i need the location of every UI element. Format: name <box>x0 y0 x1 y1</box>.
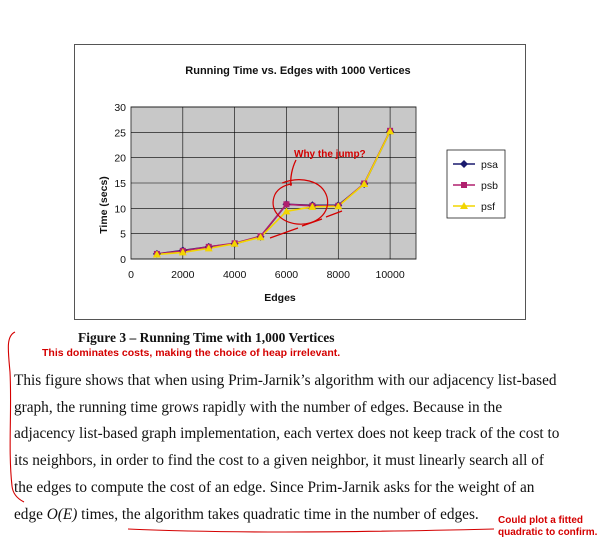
body-paragraph <box>14 368 574 528</box>
math-o-e: O(E) <box>46 505 78 523</box>
y-tick-label: 5 <box>120 228 126 241</box>
x-tick-label: 0 <box>128 269 134 281</box>
annotation-line: quadratic to confirm. <box>498 527 598 538</box>
legend-label: psf <box>481 201 496 213</box>
body-text-span: edge <box>14 505 47 523</box>
y-tick-label: 15 <box>114 178 126 190</box>
body-line: adjacency list-based graph implementation, each vertex does not keep track of the cost to <box>14 425 560 443</box>
y-tick-label: 25 <box>114 127 126 140</box>
body-text-span: . <box>474 505 479 523</box>
legend-label: psa <box>481 159 498 171</box>
body-line: This figure shows that when using Prim-Jarnik’s algorithm with our adjacency list-based <box>14 372 557 389</box>
pen-stroke-circle <box>273 180 328 224</box>
annotation-why-jump: Why the jump? <box>294 149 366 160</box>
legend-label: psb <box>481 180 498 192</box>
y-tick-label: 30 <box>114 102 126 114</box>
figure-caption: Figure 3 – Running Time with 1,000 Vertices <box>78 330 335 345</box>
x-tick-label: 2000 <box>171 269 195 281</box>
x-tick-label: 6000 <box>274 269 299 281</box>
body-line <box>14 502 574 529</box>
x-tick-label: 10000 <box>375 269 405 281</box>
body-text-span: times, <box>77 505 122 523</box>
y-tick-label: 0 <box>120 254 126 266</box>
x-tick-label: 8000 <box>326 269 350 281</box>
pen-stroke-underline <box>128 529 494 532</box>
body-line: its neighbors, in order to find the cost to a given neighbor, it must linearly search all of <box>14 452 544 470</box>
x-axis-label: Edges <box>264 292 296 304</box>
y-axis-label: Time (secs) <box>98 176 110 234</box>
y-tick-label: 20 <box>114 152 126 165</box>
y-tick-label: 10 <box>114 203 126 216</box>
annotation-line: Could plot a fitted <box>498 515 583 526</box>
pen-stroke-dash-line <box>270 211 342 238</box>
annotation-fit-quadratic <box>498 515 597 539</box>
body-line: graph, the running time grows rapidly with the number of edges. Because in the <box>14 398 503 416</box>
annotation-dominates: This dominates costs, making the choice of heap irrelevant. <box>42 347 341 359</box>
underlined-claim: the algorithm takes quadratic time in the number of edges <box>121 505 475 523</box>
x-tick-label: 4000 <box>222 269 247 281</box>
chart-title: Running Time vs. Edges with 1000 Vertices <box>185 65 411 77</box>
pen-stroke-arrow <box>291 160 296 186</box>
body-line: the edges to compute the cost of an edge. Since Prim-Jarnik asks for the weight of an <box>14 478 535 496</box>
